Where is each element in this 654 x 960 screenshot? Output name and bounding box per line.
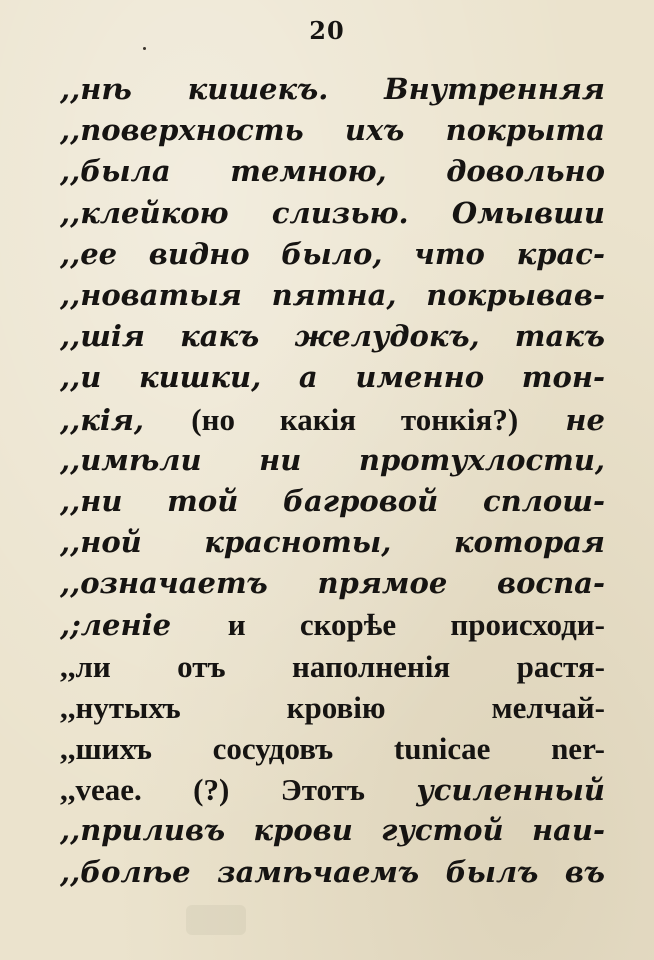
text-run: ,,имѣли ни протухлости, — [60, 442, 605, 477]
ink-speck — [143, 47, 146, 50]
text-line — [60, 151, 605, 192]
text-run: ,,поверхность ихъ покрыта — [60, 113, 605, 148]
text-run: ,,нутыхъ кровію мелчай- — [60, 689, 605, 725]
text-run: ,,ее видно было, что крас- — [60, 236, 605, 271]
text-line — [60, 646, 605, 687]
text-run: ,,ли отъ наполненія растя- — [60, 648, 605, 684]
text-run: ,,означаетъ прямое воспа- — [60, 566, 605, 601]
text-run: ,;леніе — [60, 608, 228, 643]
text-run: ,,и кишки, а именно тон- — [60, 360, 605, 395]
text-line — [60, 810, 605, 851]
text-run: усиленный — [416, 773, 605, 808]
text-line — [60, 69, 605, 110]
bleed-through-mark — [186, 905, 246, 935]
text-line — [60, 481, 605, 522]
text-line — [60, 110, 605, 151]
text-run: ,,приливъ крови густой наи- — [60, 813, 605, 848]
text-run: ,,клейкою слизью. Омывши — [60, 195, 605, 230]
text-line — [60, 399, 605, 440]
page-number: 20 — [309, 16, 345, 45]
text-run: ,,шихъ сосудовъ tunicae ner- — [60, 731, 605, 766]
text-line — [60, 687, 605, 728]
text-run: ,,кія, — [60, 402, 192, 437]
text-line — [60, 852, 605, 893]
text-line — [60, 728, 605, 769]
text-line — [60, 563, 605, 604]
text-line — [60, 440, 605, 481]
text-line — [60, 357, 605, 398]
text-line — [60, 275, 605, 316]
page-text — [60, 69, 605, 893]
text-line — [60, 316, 605, 357]
text-line — [60, 769, 605, 810]
text-run: ,,шія какъ желудокъ, такъ — [60, 319, 605, 354]
text-run: (но какія тонкія?) — [191, 401, 519, 437]
text-run: ,,ной красноты, которая — [60, 525, 605, 560]
text-run: ,,болѣе замѣчаемъ былъ въ — [60, 854, 605, 889]
text-run: не — [518, 402, 605, 437]
text-run: ,,ни той багровой сплош- — [60, 483, 605, 518]
text-run: ,,нѣ кишекъ. Внутренняя — [60, 72, 605, 106]
text-run: ,,новатыя пятна, покрывав- — [60, 277, 605, 312]
text-line — [60, 522, 605, 563]
text-line — [60, 193, 605, 234]
text-run: и скорѣе происходи- — [227, 607, 605, 643]
text-line — [60, 234, 605, 275]
text-line — [60, 604, 605, 645]
text-run: ,,veae. (?) Этотъ — [60, 772, 417, 808]
text-run: ,,была темною, довольно — [60, 154, 605, 189]
